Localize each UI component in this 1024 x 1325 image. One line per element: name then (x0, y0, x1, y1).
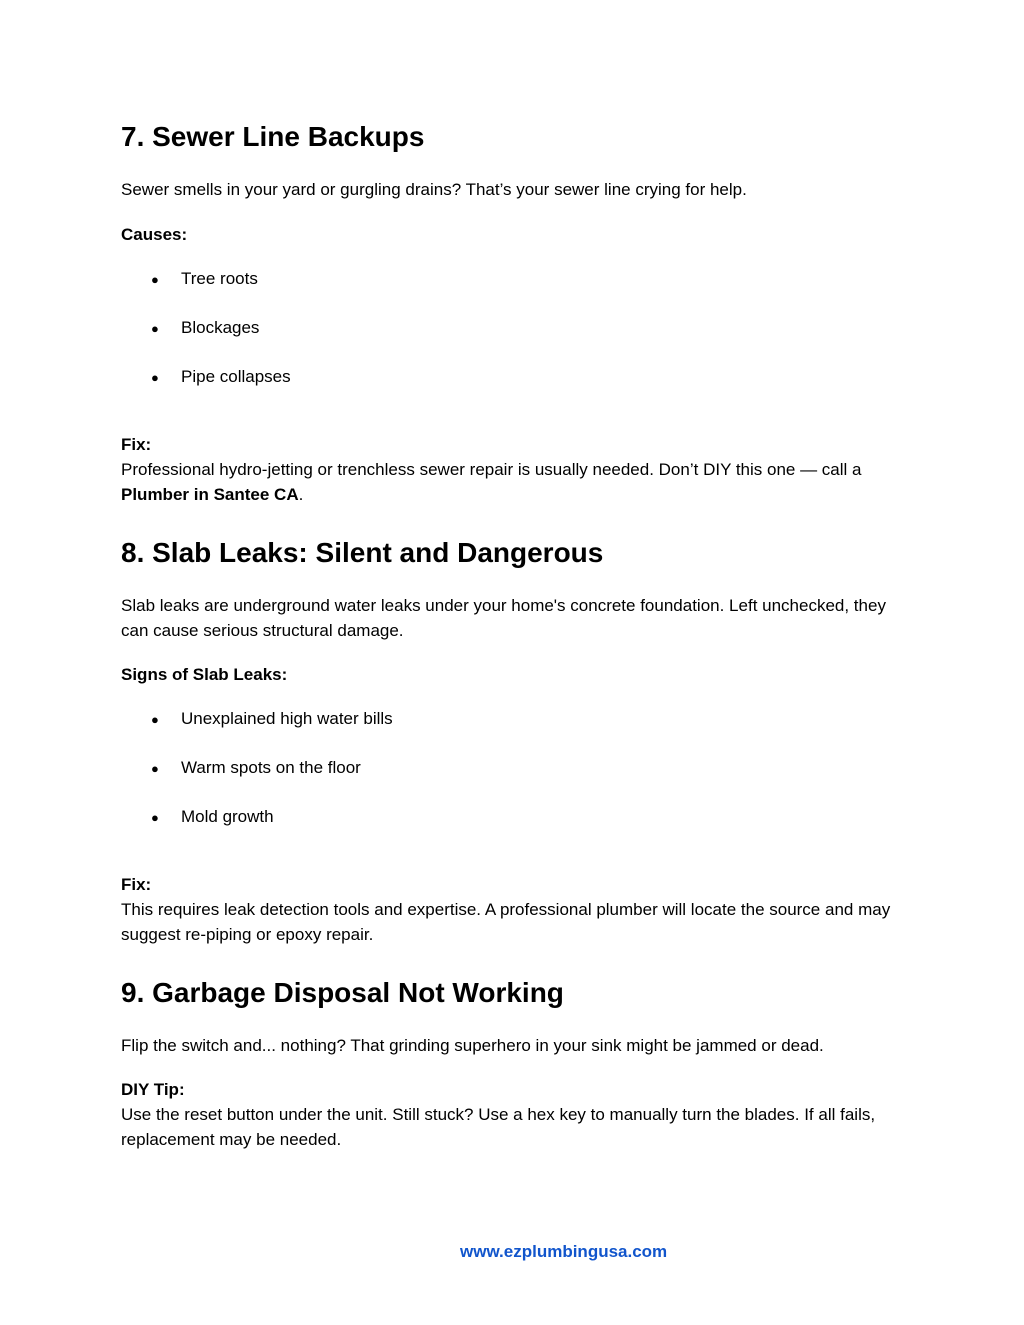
list-item-text: Blockages (181, 318, 260, 337)
section-intro: Flip the switch and... nothing? That grinding superhero in your sink might be jammed or dead. (121, 1036, 824, 1055)
bullet-icon: ● (151, 272, 159, 287)
fix-label: Fix: (121, 875, 152, 894)
section-intro: Slab leaks are underground water leaks under your home's concrete foundation. Left unchecked, they can cause serious structural damage. (121, 596, 886, 640)
bullet-icon: ● (151, 761, 159, 776)
signs-label: Signs of Slab Leaks: (121, 665, 288, 684)
bullet-icon: ● (151, 321, 159, 336)
list-item-text: Pipe collapses (181, 367, 291, 386)
list-item (151, 755, 361, 781)
diy-tip-label: DIY Tip: (121, 1080, 185, 1099)
list-item-text: Unexplained high water bills (181, 709, 393, 728)
list-item-text: Warm spots on the floor (181, 758, 361, 777)
section-heading-garbage-disposal: 9. Garbage Disposal Not Working (121, 977, 564, 1008)
fix-text-part: Professional hydro-jetting or trenchless sewer repair is usually needed. Don’t DIY this one — call a (121, 460, 862, 479)
fix-label: Fix: (121, 435, 152, 454)
diy-tip-text: Use the reset button under the unit. Still stuck? Use a hex key to manually turn the blades. If all fails, replacement may be needed. (121, 1105, 876, 1149)
section-heading-slab-leaks: 8. Slab Leaks: Silent and Dangerous (121, 537, 604, 568)
causes-label: Causes: (121, 225, 188, 244)
bullet-icon: ● (151, 712, 159, 727)
section-heading-sewer-line-backups: 7. Sewer Line Backups (121, 121, 425, 152)
fix-text: This requires leak detection tools and expertise. A professional plumber will locate the source and may suggest re-piping or epoxy repair. (121, 900, 891, 944)
fix-text-emphasis: Plumber in Santee CA (121, 485, 299, 504)
list-item (151, 266, 258, 292)
list-item-text: Tree roots (181, 269, 258, 288)
section-intro: Sewer smells in your yard or gurgling drains? That’s your sewer line crying for help. (121, 180, 747, 199)
fix-text (121, 457, 911, 507)
bullet-icon: ● (151, 370, 159, 385)
footer-website-link[interactable]: www.ezplumbingusa.com (460, 1242, 668, 1261)
fix-text-part: . (298, 485, 304, 504)
list-item (151, 315, 259, 341)
list-item (151, 364, 291, 390)
list-item (151, 804, 274, 830)
list-item (151, 706, 393, 732)
list-item-text: Mold growth (181, 807, 274, 826)
bullet-icon: ● (151, 810, 159, 825)
